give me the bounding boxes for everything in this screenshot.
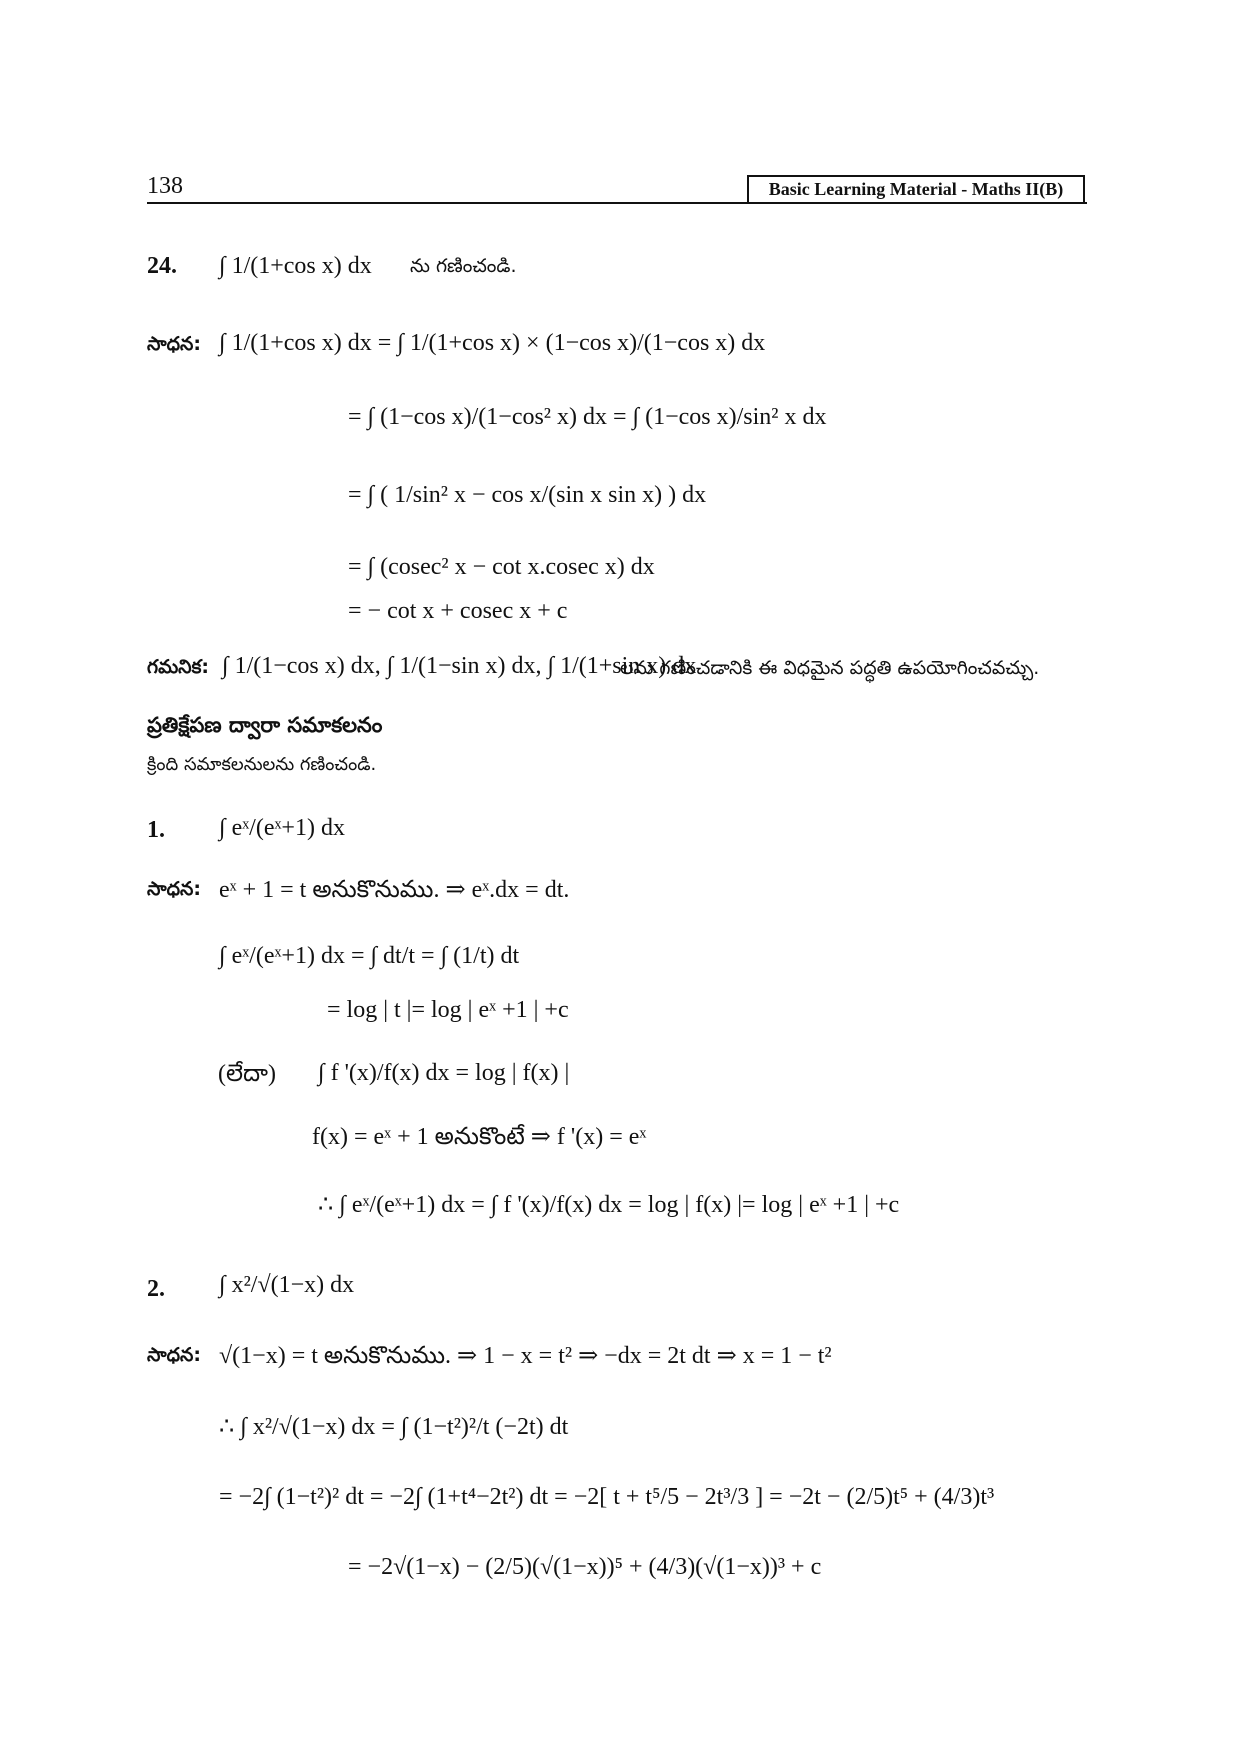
problem-2-step-3: = −2√(1−x) − (2/5)(√(1−x))⁵ + (4/3)(√(1−x))³ + c	[348, 1554, 822, 1580]
problem-1-formula: ∫ f '(x)/f(x) dx = log | f(x) |	[318, 1060, 570, 1086]
problem-1-integral: ∫ eˣ/(eˣ+1) dx	[219, 815, 345, 841]
problem-2-step-1: ∴ ∫ x²/√(1−x) dx = ∫ (1−t²)²/t (−2t) dt	[219, 1414, 569, 1440]
problem-1-substitution: eˣ + 1 = t అనుకొనుము. ⇒ eˣ.dx = dt.	[219, 877, 570, 903]
problem-2-number: 2.	[147, 1276, 165, 1302]
header-rule	[147, 202, 1087, 204]
problem-24-number: 24.	[147, 253, 177, 279]
problem-1-or-label: (లేదా)	[218, 1061, 276, 1087]
problem-2-substitution: √(1−x) = t అనుకొనుము. ⇒ 1 − x = t² ⇒ −dx = 2t dt ⇒ x = 1 − t²	[219, 1343, 832, 1369]
problem-2-solution-label: సాధన:	[147, 1344, 201, 1366]
problem-1-therefore: ∴ ∫ eˣ/(eˣ+1) dx = ∫ f '(x)/f(x) dx = log | f(x) |= log | eˣ +1 | +c	[318, 1192, 900, 1218]
problem-2-step-2: = −2∫ (1−t²)² dt = −2∫ (1+t⁴−2t²) dt = −2[ t + t⁵/5 − 2t³/3 ] = −2t − (2/5)t⁵ + (4/3)t³	[219, 1484, 995, 1510]
problem-1-solution-label: సాధన:	[147, 878, 201, 900]
note-integrals: ∫ 1/(1−cos x) dx, ∫ 1/(1−sin x) dx, ∫ 1/(1+sin x) dx	[222, 653, 697, 679]
note-label: గమనిక:	[147, 656, 210, 678]
problem-24-step-3: = ∫ ( 1/sin² x − cos x/(sin x sin x) ) dx	[348, 482, 707, 508]
section-instruction: క్రింది సమాకలనులను గణించండి.	[147, 754, 377, 775]
problem-1-step-1: ∫ eˣ/(eˣ+1) dx = ∫ dt/t = ∫ (1/t) dt	[219, 943, 520, 969]
problem-2-integral: ∫ x²/√(1−x) dx	[219, 1272, 355, 1298]
problem-24-instruction: ను గణించండి.	[410, 255, 517, 277]
problem-24-integral: ∫ 1/(1+cos x) dx	[219, 253, 372, 279]
problem-1-step-2: = log | t |= log | eˣ +1 | +c	[327, 997, 569, 1023]
problem-24-step-4: = ∫ (cosec² x − cot x.cosec x) dx	[348, 554, 655, 580]
problem-1-number: 1.	[147, 817, 165, 843]
note-text: లను గణించడానికి ఈ విధమైన పద్ధతి ఉపయోగించవచ్చు.	[620, 657, 1040, 679]
problem-1-assume: f(x) = eˣ + 1 అనుకొంటే ⇒ f '(x) = eˣ	[312, 1124, 647, 1150]
problem-24-step-1: ∫ 1/(1+cos x) dx = ∫ 1/(1+cos x) × (1−cos x)/(1−cos x) dx	[219, 330, 766, 356]
page-number: 138	[147, 173, 183, 199]
section-title: ప్రతిక్షేపణ ద్వారా సమాకలనం	[147, 713, 383, 737]
problem-24-step-5: = − cot x + cosec x + c	[348, 598, 568, 624]
book-title: Basic Learning Material - Maths II(B)	[747, 175, 1085, 202]
problem-24-solution-label: సాధన:	[147, 333, 201, 355]
problem-24-step-2: = ∫ (1−cos x)/(1−cos² x) dx = ∫ (1−cos x)/sin² x dx	[348, 404, 827, 430]
